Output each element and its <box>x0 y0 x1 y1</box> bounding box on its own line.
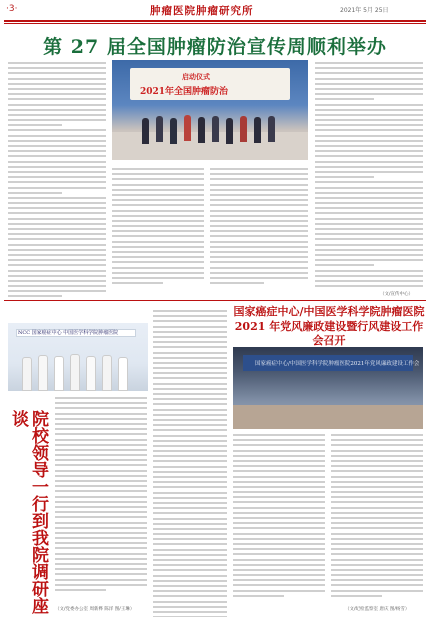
article3-column-left <box>55 397 147 591</box>
issue-date: 2021年 5月 25日 <box>340 7 389 14</box>
article3-vertical-title: 院校领导一行到我院调研座谈 <box>8 410 48 614</box>
article1-column-mid-b <box>210 168 308 284</box>
photo-screen-text: 国家癌症中心/中国医学科学院肿瘤医院2021年党风廉政建设工作会 <box>255 361 420 367</box>
section-divider <box>4 300 426 301</box>
article2-column-right <box>331 434 423 597</box>
header-rule-thin <box>4 23 426 24</box>
photo-person <box>22 357 32 391</box>
photo-person <box>184 115 191 141</box>
photo-person <box>212 116 219 142</box>
photo-person <box>198 117 205 143</box>
photo-person <box>240 116 247 142</box>
main-headline: 第 27 届全国肿瘤防治宣传周顺利举办 <box>43 36 387 58</box>
photo-sign-text: NCC 国家癌症中心 中国医学科学院肿瘤医院 <box>18 330 119 336</box>
photo-person <box>54 356 64 391</box>
photo-person <box>268 116 275 142</box>
photo-banner-text-small: 启动仪式 <box>182 72 210 81</box>
photo-person <box>170 118 177 144</box>
launch-ceremony-photo <box>112 60 308 160</box>
article3-credit: （文/党委办公室 周新桦 陈洋 图/王琳） <box>55 607 135 612</box>
conference-photo <box>233 347 423 429</box>
photo-person <box>102 355 112 391</box>
photo-person <box>254 117 261 143</box>
article1-credit: （文/宣传中心） <box>380 292 414 297</box>
article2-title-line2: 2021 年党风廉政建设暨行风建设工作会召开 <box>234 320 424 347</box>
article2-credit: （文/纪检监察室 唐庆 图/杨雪） <box>345 607 410 612</box>
header-rule-thick <box>4 20 426 22</box>
doctors-group-photo <box>8 323 148 391</box>
photo-conference-table <box>233 405 423 429</box>
article1-column-right <box>315 62 423 287</box>
paper-name: 肿瘤医院肿瘤研究所 <box>150 5 254 17</box>
article1-column-mid-a <box>112 168 204 284</box>
article1-column-left <box>8 62 106 297</box>
photo-person <box>86 356 96 391</box>
photo-person <box>38 355 48 391</box>
photo-person <box>156 116 163 142</box>
photo-person <box>142 118 149 144</box>
page-number: ·3· <box>6 4 18 14</box>
photo-person <box>118 357 128 391</box>
article2-title-line1: 国家癌症中心/中国医学科学院肿瘤医院 <box>233 305 425 318</box>
photo-person <box>226 118 233 144</box>
article2-column-left <box>233 434 325 597</box>
article3-column-right <box>153 310 227 617</box>
photo-banner-text-large: 2021年全国肿瘤防治 <box>140 87 229 97</box>
page-header <box>0 0 430 22</box>
photo-person <box>70 354 80 391</box>
